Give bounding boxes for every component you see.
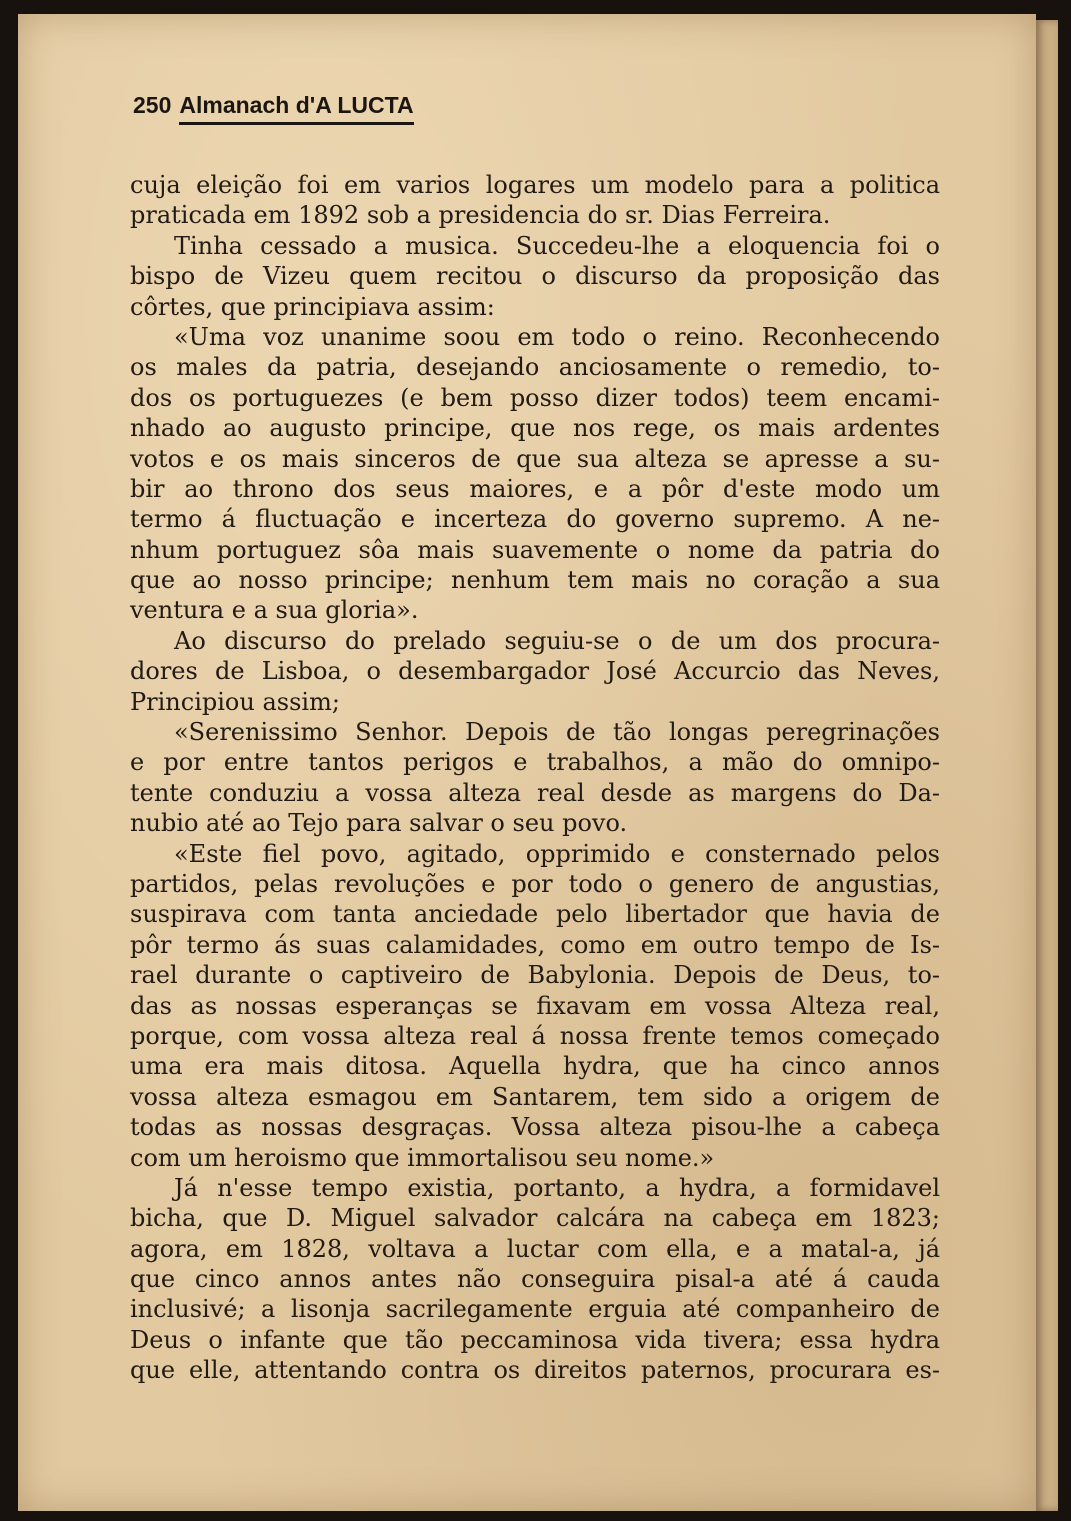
text-line: Tinha cessado a musica. Succedeu-lhe a eloquencia foi o	[174, 231, 940, 260]
text-line: e por entre tantos perigos e trabalhos, a mão do omnipo-	[130, 748, 940, 777]
text-line: rael durante o captiveiro de Babylonia. Depois de Deus, to-	[130, 961, 940, 990]
text-line: partidos, pelas revoluções e por todo o genero de angustias,	[130, 869, 940, 898]
text-line: bir ao throno dos seus maiores, e a pôr d'este modo um	[130, 474, 940, 503]
text-line: bicha, que D. Miguel salvador calcára na cabeça em 1823;	[130, 1204, 940, 1233]
text-line: Deus o infante que tão peccaminosa vida tivera; essa hydra	[130, 1325, 940, 1354]
page-edge	[1036, 20, 1058, 1511]
text-line: nhado ao augusto principe, que nos rege, os mais ardentes	[130, 414, 940, 443]
text-line: das as nossas esperanças se fixavam em vossa Alteza real,	[130, 991, 940, 1020]
text-line: votos e os mais sinceros de que sua alteza se apresse a su-	[130, 444, 940, 473]
text-line: nhum portuguez sôa mais suavemente o nome da patria do	[130, 535, 940, 564]
text-line: inclusivé; a lisonja sacrilegamente erguia até companheiro de	[130, 1295, 940, 1324]
text-line: Principiou assim;	[130, 687, 340, 716]
running-title: Almanach d'A LUCTA	[179, 92, 413, 125]
text-line: uma era mais ditosa. Aquella hydra, que ha cinco annos	[130, 1052, 940, 1081]
text-line: com um heroismo que immortalisou seu nome.»	[130, 1143, 715, 1172]
text-line: Já n'esse tempo existia, portanto, a hydra, a formidavel	[174, 1173, 940, 1202]
text-line: «Este fiel povo, agitado, opprimido e consternado pelos	[174, 839, 940, 868]
text-line: que ao nosso principe; nenhum tem mais no coração a sua	[130, 566, 940, 595]
body-text	[130, 170, 940, 1386]
text-line: termo á fluctuação e incerteza do governo supremo. A ne-	[130, 505, 940, 534]
text-line: «Uma voz unanime soou em todo o reino. Reconhecendo	[174, 322, 940, 351]
text-line: agora, em 1828, voltava a luctar com ella, e a matal-a, já	[130, 1234, 940, 1263]
text-line: nubio até ao Tejo para salvar o seu povo.	[130, 809, 628, 838]
text-line: que elle, attentando contra os direitos paternos, procurara es-	[130, 1356, 940, 1385]
text-line: dos os portuguezes (e bem posso dizer todos) teem encami-	[130, 383, 940, 412]
text-line: tente conduziu a vossa alteza real desde as margens do Da-	[130, 778, 940, 807]
text-line: «Serenissimo Senhor. Depois de tão longas peregrinações	[174, 718, 940, 747]
text-line: praticada em 1892 sob a presidencia do sr. Dias Ferreira.	[130, 201, 831, 230]
text-line: côrtes, que principiava assim:	[130, 292, 495, 321]
text-line: bispo de Vizeu quem recitou o discurso da proposição das	[130, 262, 940, 291]
running-header	[133, 92, 414, 125]
text-line: porque, com vossa alteza real á nossa frente temos começado	[130, 1021, 940, 1050]
text-line: ventura e a sua gloria».	[130, 596, 419, 625]
text-line: vossa alteza esmagou em Santarem, tem sido a origem de	[130, 1082, 940, 1111]
text-line: os males da patria, desejando anciosamente o remedio, to-	[130, 353, 940, 382]
text-line: pôr termo ás suas calamidades, como em outro tempo de Is-	[130, 930, 940, 959]
text-line: cuja eleição foi em varios logares um modelo para a politica	[130, 171, 940, 199]
text-line: suspirava com tanta anciedade pelo libertador que havia de	[130, 900, 940, 929]
text-line: todas as nossas desgraças. Vossa alteza pisou-lhe a cabeça	[130, 1113, 940, 1142]
page-number: 250	[133, 92, 172, 118]
text-line: dores de Lisboa, o desembargador José Accurcio das Neves,	[130, 657, 940, 686]
text-line: que cinco annos antes não conseguira pisal-a até á cauda	[130, 1265, 940, 1294]
text-line: Ao discurso do prelado seguiu-se o de um dos procura-	[174, 626, 940, 655]
